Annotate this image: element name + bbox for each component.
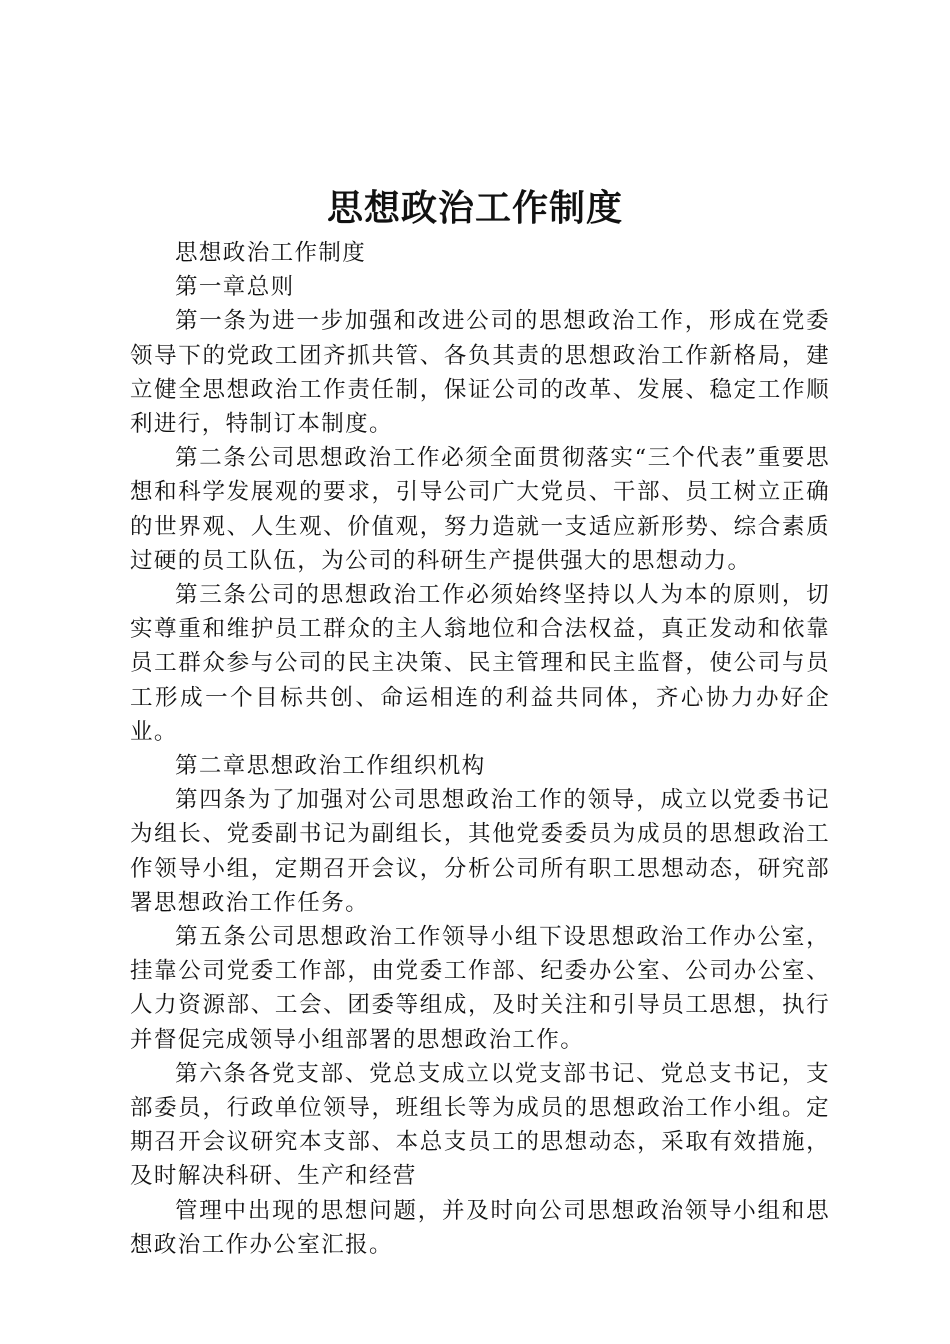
paragraph-article-1: 第一条为进一步加强和改进公司的思想政治工作，形成在党委领导下的党政工团齐抓共管、各负其责的思想政治工作新格局，建立健全思想政治工作责任制，保证公司的改革、发展、稳定工作顺利进行，特制订本制度。 <box>130 308 830 438</box>
paragraph-article-6: 第六条各党支部、党总支成立以党支部书记、党总支书记，支部委员，行政单位领导，班组长等为成员的思想政治工作小组。定期召开会议研究本支部、本总支员工的思想动态，采取有效措施，及时解决科研、生产和经营 <box>130 1060 830 1190</box>
paragraph-article-2: 第二条公司思想政治工作必须全面贯彻落实“三个代表”重要思想和科学发展观的要求，引导公司广大党员、干部、员工树立正确的世界观、人生观、价值观，努力造就一支适应新形势、综合素质过硬的员工队伍，为公司的科研生产提供强大的思想动力。 <box>130 445 830 574</box>
document-title: 思想政治工作制度 <box>326 187 623 229</box>
paragraph-chapter-1-heading: 第一章总则 <box>175 274 295 301</box>
document-body <box>130 236 830 1262</box>
paragraph-subtitle: 思想政治工作制度 <box>175 240 367 266</box>
paragraph-article-5: 第五条公司思想政治工作领导小组下设思想政治工作办公室，挂靠公司党委工作部，由党委工作部、纪委办公室、公司办公室、人力资源部、工会、团委等组成，及时关注和引导员工思想，执行并督促完成领导小组部署的思想政治工作。 <box>130 924 830 1053</box>
paragraph-chapter-2-heading: 第二章思想政治工作组织机构 <box>175 753 486 780</box>
paragraph-article-4: 第四条为了加强对公司思想政治工作的领导，成立以党委书记为组长、党委副书记为副组长，其他党委委员为成员的思想政治工作领导小组，定期召开会议，分析公司所有职工思想动态，研究部署思想政治工作任务。 <box>130 787 830 916</box>
paragraph-article-3: 第三条公司的思想政治工作必须始终坚持以人为本的原则，切实尊重和维护员工群众的主人翁地位和合法权益，真正发动和依靠员工群众参与公司的民主决策、民主管理和民主监督，使公司与员工形成一个目标共创、命运相连的利益共同体，齐心协力办好企业。 <box>130 582 830 745</box>
paragraph-article-6-continued: 管理中出现的思想问题，并及时向公司思想政治领导小组和思想政治工作办公室汇报。 <box>130 1197 830 1258</box>
